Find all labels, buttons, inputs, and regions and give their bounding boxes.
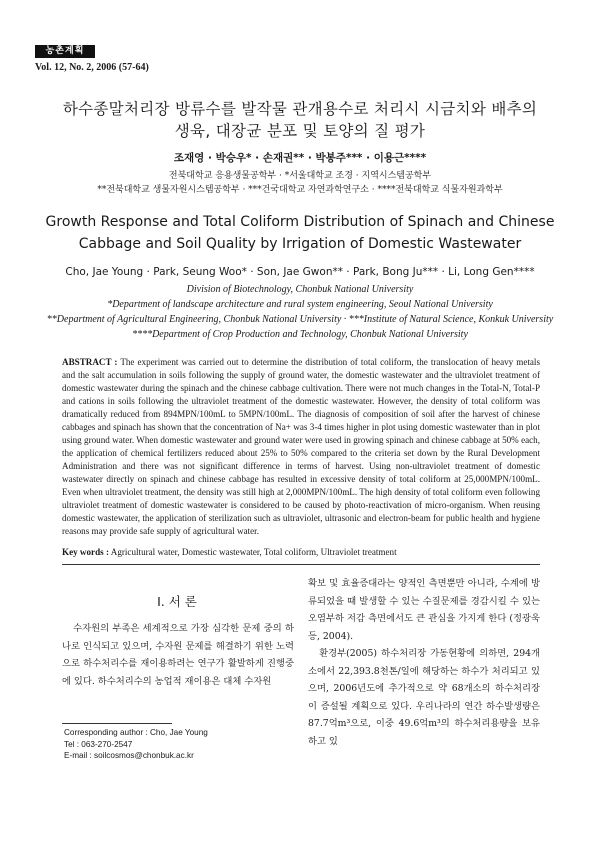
corresponding-tel: Tel : 063-270-2547: [64, 739, 133, 749]
corresponding-email: E-mail : soilcosmos@chonbuk.ac.kr: [64, 751, 194, 760]
abstract-label: ABSTRACT :: [62, 357, 118, 367]
english-authors: Cho, Jae Young · Park, Seung Woo* · Son, Jae Gwon** · Park, Bong Ju*** · Li, Long Gen****: [65, 266, 535, 278]
english-affiliation-4: ****Department of Crop Production and Technology, Chonbuk National University: [132, 329, 468, 340]
abstract: [62, 356, 540, 538]
footnote-divider: [62, 723, 172, 724]
body-right-column: [308, 575, 540, 750]
keywords-label: Key words :: [62, 547, 109, 557]
korean-affiliation-1: 전북대학교 응용생물공학부 · *서울대학교 조경 · 지역시스템공학부: [168, 171, 432, 181]
journal-logo: 농촌계획: [35, 45, 95, 58]
english-affiliation-1: Division of Biotechnology, Chonbuk National University: [186, 284, 414, 295]
body-paragraph: 확보 및 효율증대라는 양적인 측면뿐만 아니라, 수계에 방류되었을 때 발생할 수 있는 수질문제를 경감시킬 수 있는 오염부하 저감 측면에서도 큰 관심을 가지게 한다 (정광욱 등, 2004).: [308, 578, 540, 642]
english-affiliation-2: *Department of landscape architecture and rural system engineering, Seoul National University: [107, 299, 493, 310]
body-paragraph: 수자원의 부족은 세계적으로 가장 심각한 문제 중의 하나로 인식되고 있으며, 수자원 문제를 해결하기 위한 노력으로 하수처리수를 재이용하려는 연구가 활발하게 진행중에 있다. 하수처리수의 농업적 재이용은 대체 수자원: [62, 623, 294, 687]
korean-authors: 조재영 · 박승우* · 손재권** · 박봉주*** · 이용근****: [173, 152, 427, 164]
korean-title-line2: 생육, 대장균 분포 및 토양의 질 평가: [174, 122, 426, 140]
keywords-text: Agricultural water, Domestic wastewater, Total coliform, Ultraviolet treatment: [110, 547, 397, 557]
body-paragraph: 환경부(2005) 하수처리장 가동현황에 의하면, 294개소에서 22,393.8천톤/일에 해당하는 하수가 처리되고 있으며, 2006년도에 추가적으로 약 68개소의 하수처리장이 증설될 계획으로 있다. 우리나라의 연간 하수발생량은 87.7억m³으로, 이중 49.6억m³의 하수처리용량을 보유하고 있: [308, 648, 540, 747]
journal-info: Vol. 12, No. 2, 2006 (57-64): [35, 62, 149, 73]
english-title-line2: Cabbage and Soil Quality by Irrigation of Domestic Wastewater: [78, 236, 522, 252]
keywords: [62, 547, 540, 557]
korean-title-line1: 하수종말처리장 방류수를 발작물 관개용수로 처리시 시금치와 배추의: [62, 100, 538, 118]
abstract-divider: [62, 564, 540, 565]
korean-affiliation-2: **전북대학교 생물자원시스템공학부 · ***건국대학교 자연과학연구소 · ****전북대학교 식물자원과학부: [97, 185, 503, 195]
section-heading: I. 서 론: [157, 594, 197, 609]
body-left-column: [62, 620, 294, 690]
correspondence-footnote: [64, 727, 208, 762]
english-title-line1: Growth Response and Total Coliform Distribution of Spinach and Chinese: [45, 214, 555, 230]
english-affiliation-3: **Department of Agricultural Engineering, Chonbuk National University · ***Institute of Natural Science, Konkuk University: [46, 314, 554, 325]
abstract-text: The experiment was carried out to determine the distribution of total coliform, the translocation of heavy metals and the salt accumulation in soils following the supply of ground water, the domestic wastewater and the ultraviolet treatment of domestic wastewater during the spinach and the chinese cabbage cultivation. There were not much changes in the Total-N, Total-P and cations in soils following the ultraviolet treatment of the domestic wastewater. However, the density of total coliform was dramatically reduced from 894MPN/100mL to 5MPN/100mL. The diagnosis of composition of soil after the harvest of chinese cabbages and spinach has shown that the concentration of Na+ was 3-4 times higher in plot using domestic wastewater than in plot using ground water. When domestic wastewater and ground water were used in growing spinach and chinese cabbage at 50% each, the application of chemical fertilizers reduced about 25% to 50% compared to the criteria set down by the Rural Development Administration and there was not significant difference in terms of harvest. Using non-ultraviolet treatment of domestic wastewater directly on spinach and chinese cabbage has resulted in excessive density of total coliform at 25,000MPN/100mL. Even when ultraviolet treatment, the density was still high at 2,000MPN/100mL. The high density of total coliform even following ultraviolet treatment of domestic wastewater is considered to be caused by photo-reactivation of micro-organism. When reusing domestic wastewater, the application of sterilization such as ultraviolet, ultrasonic and electron-beam for public health and hygiene reasons may provide safe supply of agricultural water.: [62, 357, 540, 536]
corresponding-author: Corresponding author : Cho, Jae Young: [64, 728, 208, 737]
